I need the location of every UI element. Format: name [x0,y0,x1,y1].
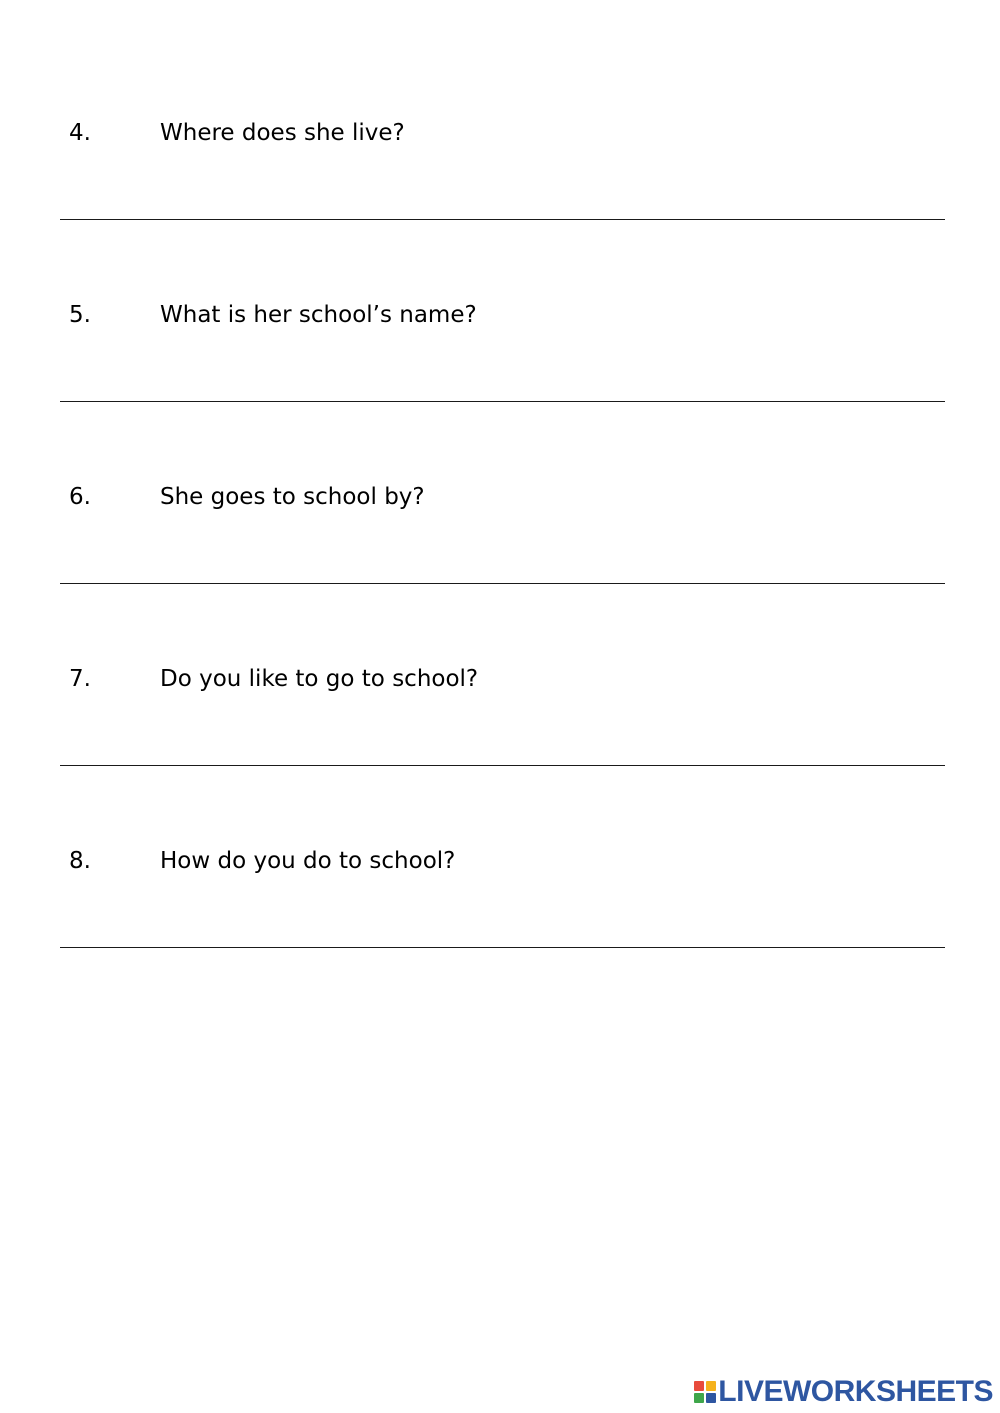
question-number: 6. [69,484,91,510]
question-number: 7. [69,666,91,692]
question-8 [0,846,1000,966]
question-4 [0,118,1000,238]
question-text: Where does she live? [160,120,405,146]
question-text: What is her school’s name? [160,302,477,328]
question-number: 8. [69,848,91,874]
answer-line[interactable] [60,401,945,402]
question-text: Do you like to go to school? [160,666,479,692]
question-6 [0,482,1000,602]
question-7 [0,664,1000,784]
liveworksheets-wordmark: LIVEWORKSHEETS [718,1375,993,1408]
question-5 [0,300,1000,420]
answer-line[interactable] [60,947,945,948]
answer-line[interactable] [60,583,945,584]
question-number: 5. [69,302,91,328]
question-text: She goes to school by? [160,484,425,510]
liveworksheets-logo [694,1377,993,1407]
question-number: 4. [69,120,91,146]
question-text: How do you do to school? [160,848,456,874]
answer-line[interactable] [60,765,945,766]
liveworksheets-logo-icon [694,1381,716,1403]
answer-line[interactable] [60,219,945,220]
